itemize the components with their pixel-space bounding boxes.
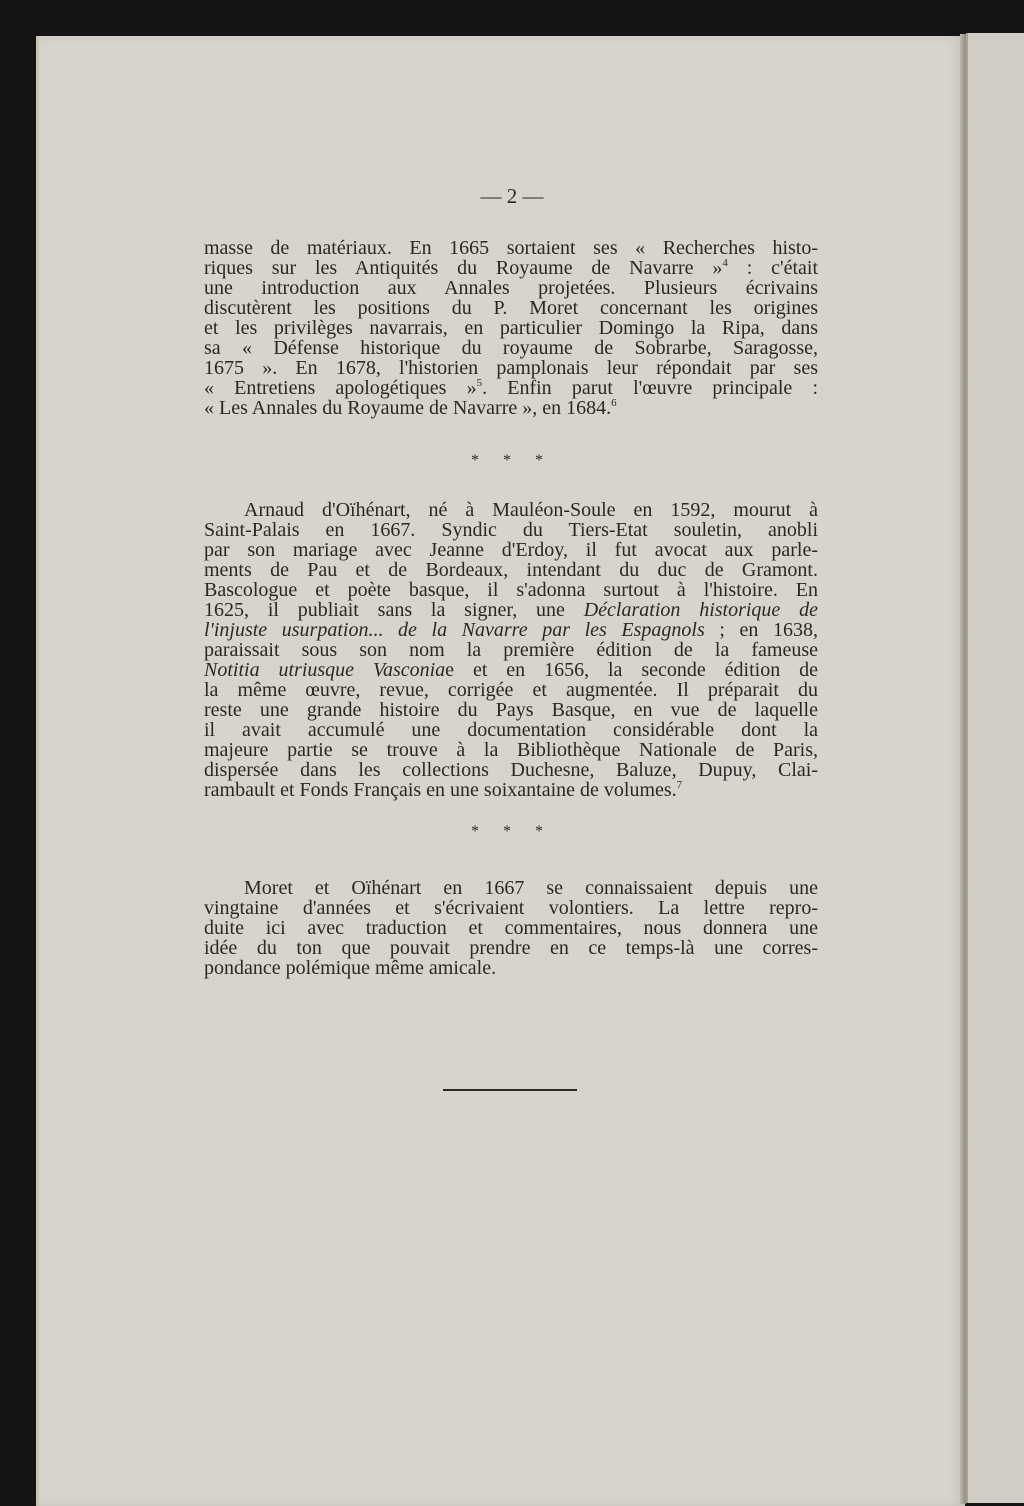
text-segment: . Enfin parut l'œuvre principale : — [482, 377, 819, 399]
text-segment: riques sur les Antiquités du Royaume de Navarre » — [204, 257, 723, 279]
footnote-reference: 4 — [722, 257, 728, 269]
text-line — [204, 898, 818, 918]
text-line — [204, 358, 818, 378]
text-segment: et les privilèges navarrais, en particulier Domingo la Ripa, dans — [204, 317, 818, 339]
text-line — [204, 760, 818, 780]
italic-title-text: l'injuste usurpation... de la Navarre par les Espagnols — [204, 619, 705, 641]
closing-rule — [443, 1089, 577, 1091]
text-segment: e et en 1656, la seconde édition de — [445, 659, 818, 681]
text-segment: la même œuvre, revue, corrigée et augmentée. Il préparait du — [204, 679, 818, 701]
text-line — [204, 500, 818, 520]
text-line — [204, 620, 818, 640]
italic-title-text: Notitia utriusque Vasconia — [204, 659, 446, 681]
text-line — [204, 918, 818, 938]
section-separator: * * * — [471, 452, 553, 469]
text-line — [204, 318, 818, 338]
text-line — [204, 520, 818, 540]
text-line — [204, 680, 818, 700]
text-line — [204, 720, 818, 740]
text-segment: « Les Annales du Royaume de Navarre », en 1684. — [204, 397, 612, 419]
text-line — [204, 378, 818, 398]
text-segment: vingtaine d'années et s'écrivaient volontiers. La lettre repro- — [204, 897, 818, 919]
text-segment: duite ici avec traduction et commentaires, nous donnera une — [204, 917, 818, 939]
text-segment: masse de matériaux. En 1665 sortaient ses « Recherches histo- — [204, 237, 818, 259]
text-line — [204, 580, 818, 600]
text-line — [204, 878, 818, 898]
text-segment: ments de Pau et de Bordeaux, intendant du duc de Gramont. — [204, 559, 818, 581]
text-line — [204, 278, 818, 298]
text-line — [204, 938, 818, 958]
footnote-reference: 6 — [611, 397, 617, 409]
text-segment: Arnaud d'Oïhénart, né à Mauléon-Soule en 1592, mourut à — [244, 499, 818, 521]
text-segment: sa « Défense historique du royaume de Sobrarbe, Saragosse, — [204, 337, 818, 359]
text-line — [204, 298, 818, 318]
text-segment: paraissait sous son nom la première édition de la fameuse — [204, 639, 818, 661]
text-line — [204, 640, 818, 660]
footnote-reference: 7 — [676, 779, 683, 791]
italic-title-text: Déclaration historique de — [583, 599, 818, 621]
text-line — [204, 560, 818, 580]
page-number: — 2 — — [480, 184, 544, 208]
text-segment: reste une grande histoire du Pays Basque, en vue de laquelle — [204, 699, 818, 721]
paragraph-correspondence — [204, 878, 818, 978]
text-line — [204, 660, 818, 680]
text-line — [204, 540, 818, 560]
text-segment: : c'était — [727, 257, 819, 279]
text-segment: 1675 ». En 1678, l'historien pamplonais leur répondait par ses — [204, 357, 818, 379]
text-segment: Saint-Palais en 1667. Syndic du Tiers-Etat souletin, anobli — [204, 519, 818, 541]
text-line — [204, 258, 818, 278]
text-segment: une introduction aux Annales projetées. Plusieurs écrivains — [204, 277, 818, 299]
section-separator: * * * — [471, 823, 553, 840]
text-segment: dispersée dans les collections Duchesne, Baluze, Dupuy, Clai- — [204, 759, 818, 781]
text-line — [204, 740, 818, 760]
text-line — [204, 338, 818, 358]
text-segment: par son mariage avec Jeanne d'Erdoy, il fut avocat aux parle- — [204, 539, 818, 561]
text-segment: il avait accumulé une documentation considérable dont la — [204, 719, 818, 741]
text-segment: Moret et Oïhénart en 1667 se connaissaient depuis une — [244, 877, 818, 899]
text-segment: pondance polémique même amicale. — [204, 957, 497, 979]
text-line — [204, 238, 818, 258]
text-line — [204, 398, 818, 418]
text-line — [204, 958, 818, 978]
text-segment: discutèrent les positions du P. Moret concernant les origines — [204, 297, 818, 319]
text-segment: majeure partie se trouve à la Bibliothèque Nationale de Paris, — [204, 739, 818, 761]
text-segment: ; en 1638, — [704, 619, 818, 641]
text-segment: « Entretiens apologétiques » — [204, 377, 477, 399]
text-line — [204, 700, 818, 720]
text-line — [204, 780, 818, 800]
paragraph-oihenart-biography — [204, 500, 818, 800]
facing-page-edge — [966, 33, 1024, 1503]
text-segment: Bascologue et poète basque, il s'adonna surtout à l'histoire. En — [204, 579, 818, 601]
paragraph-moret-works — [204, 238, 818, 418]
text-segment: idée du ton que pouvait prendre en ce temps-là une corres- — [204, 937, 818, 959]
text-segment: rambault et Fonds Français en une soixantaine de volumes. — [204, 779, 677, 801]
text-line — [204, 600, 818, 620]
footnote-reference: 5 — [476, 377, 483, 389]
text-segment: 1625, il publiait sans la signer, une — [204, 599, 584, 621]
